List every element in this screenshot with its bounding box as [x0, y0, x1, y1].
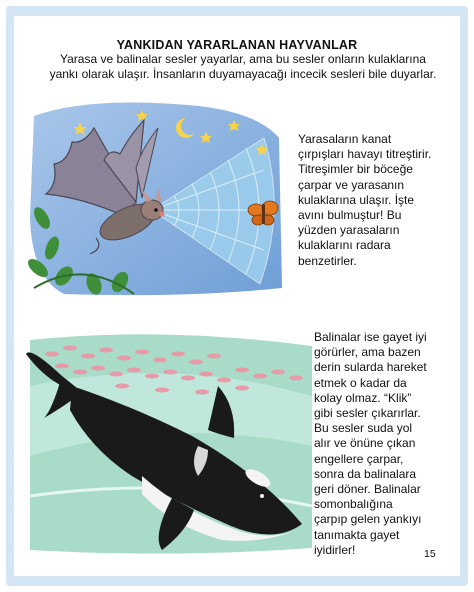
whale-text-line: görürler, ama bazen: [314, 345, 421, 360]
page-title: YANKIDAN YARARLANAN HAYVANLAR: [116, 38, 358, 52]
intro-line: Yarasa ve balinalar sesler yayarlar, ama bu sesler onların kulaklarına: [60, 52, 426, 66]
whale-text-line: Bu sesler suda yol: [314, 421, 413, 436]
whale-text-line: engellere çarpar,: [314, 451, 404, 466]
intro-paragraph: [28, 52, 458, 82]
whale-paragraph: [314, 330, 427, 558]
bat-text-line: benzetirler.: [298, 253, 357, 268]
bat-text-line: Titreşimler bir böceğe: [298, 162, 413, 177]
whale-illustration: [22, 326, 322, 558]
whale-text-line: derin sularda hareket: [314, 360, 427, 375]
bat-text-line: çarpar ve yarasanın: [298, 177, 405, 192]
moth: [248, 201, 278, 225]
whale-text-line: alır ve önüne çıkan: [314, 436, 416, 451]
page-number: 15: [424, 548, 436, 560]
bat-text-line: yüzden yarasaların: [298, 223, 400, 238]
bat-text-line: kulaklarını radara: [298, 238, 391, 253]
bat-text-line: kulaklarına ulaşır. İşte: [298, 192, 415, 207]
whale-text-line: geri döner. Balinalar: [314, 482, 421, 497]
bat-text-line: Yarasaların kanat: [298, 132, 392, 146]
whale-text-line: gibi sesler çıkarırlar.: [314, 406, 421, 421]
whale-text-line: çarpıp gelen yankıyı: [314, 512, 422, 527]
whale-text-line: sonra da balinalara: [314, 466, 417, 481]
whale-text-line: kolay olmaz. “Klik”: [314, 390, 412, 405]
bat-illustration: [24, 98, 286, 300]
bat-paragraph: [298, 132, 431, 269]
bat-text-line: avını bulmuştur! Bu: [298, 208, 402, 223]
whale-text-line: Balinalar ise gayet iyi: [314, 330, 427, 344]
whale-text-line: iyidirler!: [314, 542, 356, 557]
intro-line: yankı olarak ulaşır. İnsanların duyamayacağı incecik sesleri bile duyarlar.: [49, 67, 437, 81]
whale-text-line: somonbalığına: [314, 497, 393, 512]
whale-text-line: tanımakta gayet: [314, 527, 400, 542]
whale-text-line: etmek o kadar da: [314, 375, 407, 390]
bat-text-line: çırpışları havayı titreştirir.: [298, 147, 432, 162]
